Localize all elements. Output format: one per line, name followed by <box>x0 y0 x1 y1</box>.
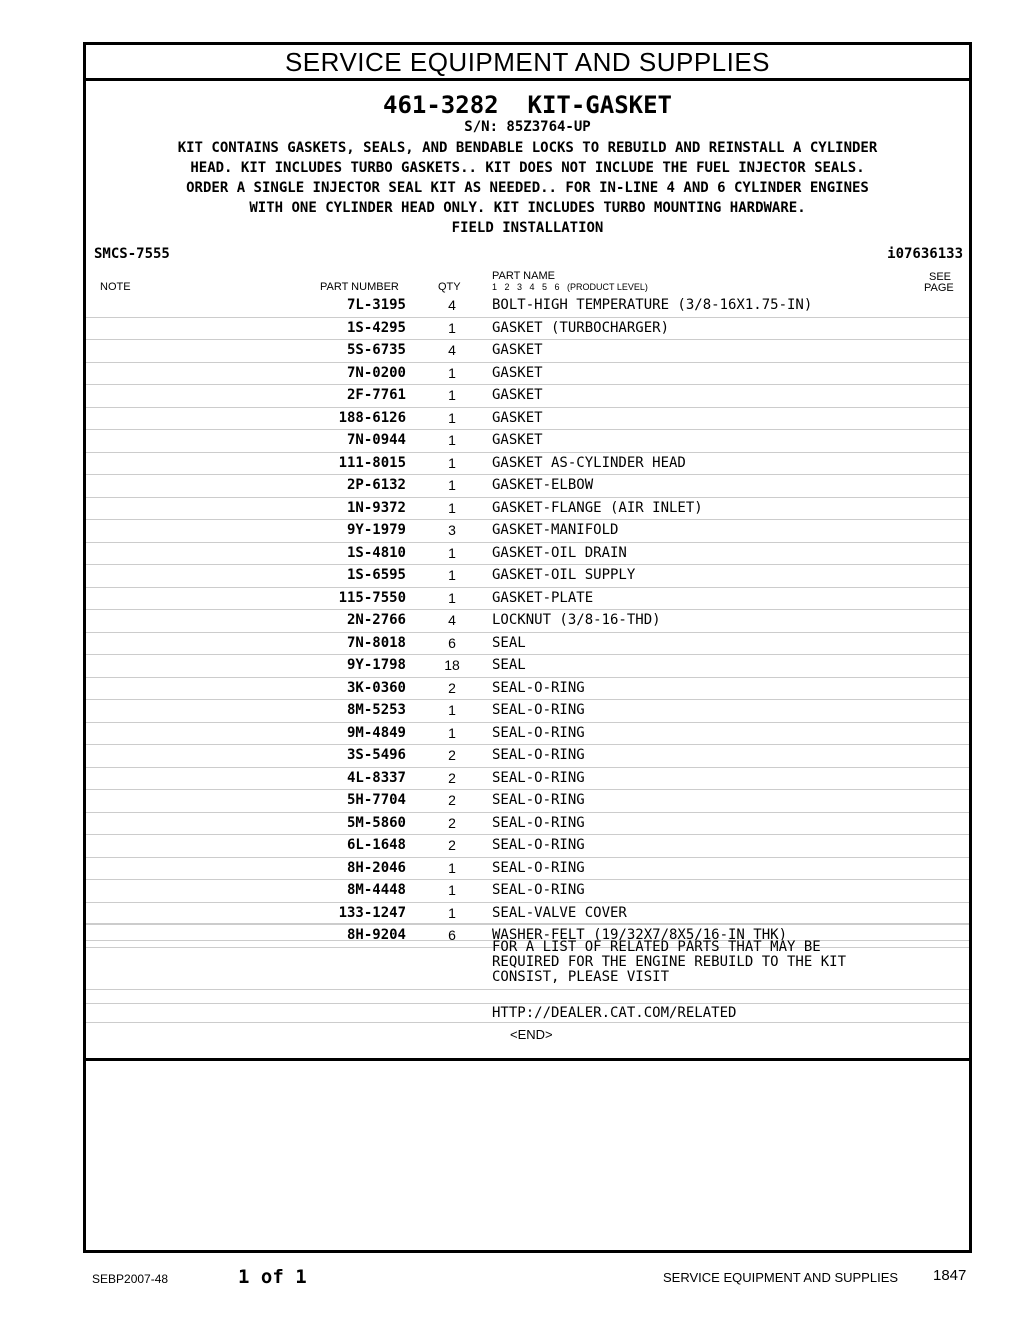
table-row <box>86 453 969 476</box>
table-row <box>86 408 969 431</box>
table-row <box>86 610 969 633</box>
table-row <box>86 813 969 836</box>
part-name: SEAL-VALVE COVER <box>492 904 627 921</box>
quantity: 1 <box>448 904 456 921</box>
related-parts-note <box>492 940 846 985</box>
divider <box>86 989 969 990</box>
quantity: 1 <box>448 859 456 876</box>
part-name: GASKET-OIL SUPPLY <box>492 567 636 583</box>
col-header-part-name: PART NAME <box>492 270 555 282</box>
part-number[interactable]: 7N-0200 <box>346 364 406 381</box>
part-number[interactable]: 5H-7704 <box>346 792 406 808</box>
part-number[interactable]: 4L-8337 <box>346 769 406 786</box>
part-number[interactable]: 9M-4849 <box>346 724 406 741</box>
table-row <box>86 295 969 318</box>
part-number[interactable]: 8M-4448 <box>346 882 406 898</box>
quantity: 2 <box>448 747 456 763</box>
part-name: GASKET <box>492 432 543 448</box>
quantity: 3 <box>448 522 456 538</box>
part-number[interactable]: 111-8015 <box>338 454 406 471</box>
table-row <box>86 385 969 408</box>
quantity: 1 <box>448 454 456 471</box>
note-line: REQUIRED FOR THE ENGINE REBUILD TO THE KIT <box>492 954 847 970</box>
part-name: SEAL-O-RING <box>492 747 585 763</box>
part-name: SEAL-O-RING <box>492 702 585 718</box>
quantity: 1 <box>448 567 456 583</box>
table-row <box>86 768 969 791</box>
table-row <box>86 790 969 813</box>
part-name: SEAL <box>492 657 526 673</box>
part-number[interactable]: 7N-0944 <box>346 432 406 448</box>
quantity: 1 <box>448 409 456 426</box>
part-number[interactable]: 1N-9372 <box>346 499 406 516</box>
part-name: SEAL <box>492 634 526 651</box>
quantity: 1 <box>448 882 456 898</box>
table-row <box>86 700 969 723</box>
part-number[interactable]: 2N-2766 <box>346 612 406 628</box>
kit-description <box>86 138 969 238</box>
table-row <box>86 633 969 656</box>
quantity: 2 <box>448 837 456 853</box>
part-number[interactable]: 3S-5496 <box>346 747 406 763</box>
page-frame <box>83 42 972 1253</box>
quantity: 1 <box>448 364 456 381</box>
quantity: 2 <box>448 679 456 696</box>
table-row <box>86 363 969 386</box>
part-name: GASKET AS-CYLINDER HEAD <box>492 454 686 471</box>
quantity: 1 <box>448 499 456 516</box>
quantity: 1 <box>448 477 456 493</box>
doc-id: SEBP2007-48 <box>92 1272 169 1286</box>
part-number[interactable]: 9Y-1979 <box>346 522 406 538</box>
part-name: SEAL-O-RING <box>492 814 585 831</box>
page-number: 1847 <box>933 1267 967 1284</box>
table-row <box>86 723 969 746</box>
part-name: GASKET <box>492 387 543 403</box>
quantity: 1 <box>448 319 456 336</box>
quantity: 18 <box>444 657 460 673</box>
part-number[interactable]: 8H-2046 <box>346 859 406 876</box>
table-row <box>86 678 969 701</box>
quantity: 1 <box>448 544 456 561</box>
note-line: FOR A LIST OF RELATED PARTS THAT MAY BE <box>492 939 821 955</box>
part-number[interactable]: 188-6126 <box>338 409 406 426</box>
end-rule <box>86 1058 969 1061</box>
kit-description-line: KIT CONTAINS GASKETS, SEALS, AND BENDABLE LOCKS TO REBUILD AND REINSTALL A CYLINDER <box>177 140 878 156</box>
kit-description-line: ORDER A SINGLE INJECTOR SEAL KIT AS NEEDED.. FOR IN-LINE 4 AND 6 CYLINDER ENGINES <box>186 180 869 196</box>
part-name: WASHER-FELT (19/32X7/8X5/16-IN THK) <box>492 927 788 943</box>
part-name: GASKET-FLANGE (AIR INLET) <box>492 499 703 516</box>
part-name: SEAL-O-RING <box>492 837 585 853</box>
divider <box>86 923 969 924</box>
part-name: SEAL-O-RING <box>492 859 585 876</box>
part-number[interactable]: 3K-0360 <box>346 679 406 696</box>
table-row <box>86 588 969 611</box>
table-row <box>86 858 969 881</box>
col-header-see: SEE <box>929 271 952 283</box>
section-title-band: SERVICE EQUIPMENT AND SUPPLIES <box>86 45 969 81</box>
quantity: 4 <box>448 612 456 628</box>
part-number[interactable]: 8H-9204 <box>346 927 406 943</box>
part-number[interactable]: 2F-7761 <box>346 387 406 403</box>
table-row <box>86 498 969 521</box>
quantity: 4 <box>448 297 456 313</box>
quantity: 2 <box>448 792 456 808</box>
table-row <box>86 318 969 341</box>
related-parts-url[interactable]: HTTP://DEALER.CAT.COM/RELATED <box>492 1005 737 1021</box>
col-header-part-number: PART NUMBER <box>320 281 399 293</box>
table-row <box>86 745 969 768</box>
part-name: GASKET-MANIFOLD <box>492 522 619 538</box>
smcs-code: SMCS-7555 <box>94 246 170 262</box>
part-name: GASKET-ELBOW <box>492 477 594 493</box>
quantity: 1 <box>448 589 456 606</box>
col-header-qty: QTY <box>438 281 461 293</box>
part-number[interactable]: 115-7550 <box>338 589 406 606</box>
divider <box>86 1022 969 1023</box>
part-name: SEAL-O-RING <box>492 724 585 741</box>
col-header-page: PAGE <box>924 282 954 294</box>
table-row <box>86 903 969 926</box>
end-marker: <END> <box>510 1027 553 1042</box>
table-row <box>86 543 969 566</box>
kit-description-line: WITH ONE CYLINDER HEAD ONLY. KIT INCLUDES TURBO MOUNTING HARDWARE. <box>249 200 806 216</box>
table-row <box>86 340 969 363</box>
table-row <box>86 475 969 498</box>
kit-serial-number: S/N: 85Z3764-UP <box>464 119 591 135</box>
table-row <box>86 430 969 453</box>
quantity: 4 <box>448 342 456 358</box>
illustration-ref: i07636133 <box>887 246 963 262</box>
table-row <box>86 520 969 543</box>
quantity: 2 <box>448 769 456 786</box>
quantity: 2 <box>448 814 456 831</box>
quantity: 1 <box>448 387 456 403</box>
part-name: LOCKNUT (3/8-16-THD) <box>492 612 661 628</box>
table-row <box>86 880 969 903</box>
part-name: GASKET-OIL DRAIN <box>492 544 627 561</box>
quantity: 1 <box>448 724 456 741</box>
parts-table <box>86 295 969 948</box>
table-row <box>86 655 969 678</box>
part-name: SEAL-O-RING <box>492 769 585 786</box>
page-of: 1 of 1 <box>238 1266 307 1288</box>
part-number[interactable]: 1S-4295 <box>346 319 406 336</box>
part-name: SEAL-O-RING <box>492 792 585 808</box>
part-number[interactable]: 8M-5253 <box>346 702 406 718</box>
part-number[interactable]: 5M-5860 <box>346 814 406 831</box>
table-row <box>86 835 969 858</box>
quantity: 6 <box>448 634 456 651</box>
part-name: SEAL-O-RING <box>492 882 585 898</box>
part-name: SEAL-O-RING <box>492 679 585 696</box>
part-name: GASKET <box>492 409 543 426</box>
part-name: GASKET <box>492 342 543 358</box>
table-row <box>86 565 969 588</box>
quantity: 1 <box>448 432 456 448</box>
part-name: GASKET <box>492 364 543 381</box>
col-header-product-levels: 1 2 3 4 5 6 (PRODUCT LEVEL) <box>492 282 648 292</box>
part-name: BOLT-HIGH TEMPERATURE (3/8-16X1.75-IN) <box>492 297 813 313</box>
quantity: 6 <box>448 927 456 943</box>
part-number[interactable]: 6L-1648 <box>346 837 406 853</box>
part-number[interactable]: 1S-6595 <box>346 567 406 583</box>
part-number[interactable]: 9Y-1798 <box>346 657 406 673</box>
part-number[interactable]: 1S-4810 <box>346 544 406 561</box>
col-header-note: NOTE <box>100 281 131 293</box>
part-number[interactable]: 133-1247 <box>338 904 406 921</box>
divider <box>86 1003 969 1004</box>
kit-description-line: HEAD. KIT INCLUDES TURBO GASKETS.. KIT DOES NOT INCLUDE THE FUEL INJECTOR SEALS. <box>190 160 865 176</box>
part-name: GASKET-PLATE <box>492 589 594 606</box>
quantity: 1 <box>448 702 456 718</box>
part-number[interactable]: 7L-3195 <box>346 297 406 313</box>
part-number[interactable]: 5S-6735 <box>346 342 406 358</box>
note-line: CONSIST, PLEASE VISIT <box>492 969 670 985</box>
part-number[interactable]: 7N-8018 <box>346 634 406 651</box>
kit-description-line: FIELD INSTALLATION <box>451 220 604 236</box>
footer-section-title: SERVICE EQUIPMENT AND SUPPLIES <box>663 1270 899 1285</box>
kit-title: 461-3282 KIT-GASKET <box>383 91 672 119</box>
part-number[interactable]: 2P-6132 <box>346 477 406 493</box>
part-name: GASKET (TURBOCHARGER) <box>492 319 670 336</box>
